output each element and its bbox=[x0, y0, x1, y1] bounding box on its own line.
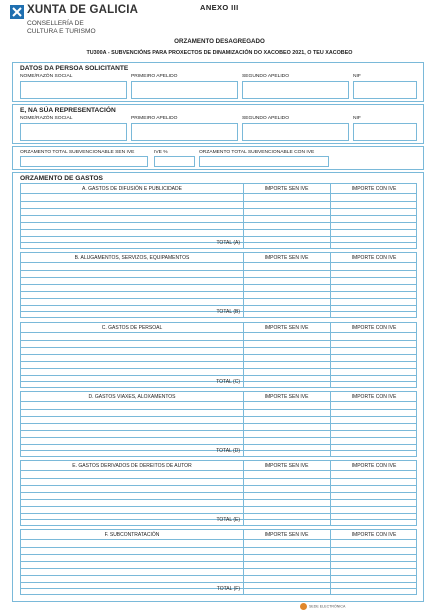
table-row[interactable] bbox=[21, 375, 416, 376]
total-with-vat-field[interactable] bbox=[199, 156, 329, 167]
column-header-without-vat: IMPORTE SEN IVE bbox=[264, 325, 309, 331]
document-title: ORZAMENTO DESAGREGADO bbox=[174, 38, 265, 45]
table-row[interactable] bbox=[21, 444, 416, 445]
representative-first-surname-label: PRIMEIRO APELIDO bbox=[131, 116, 178, 121]
table-row[interactable] bbox=[21, 575, 416, 576]
table-row[interactable] bbox=[21, 568, 416, 569]
table-total-label: TOTAL (F) bbox=[216, 586, 240, 592]
table-row[interactable] bbox=[21, 430, 416, 431]
table-row[interactable] bbox=[21, 208, 416, 209]
column-divider bbox=[330, 461, 331, 525]
table-row[interactable] bbox=[21, 340, 416, 341]
table-row[interactable] bbox=[21, 229, 416, 230]
expense-category-title: D. GASTOS VIAXES, ALOXAMENTOS bbox=[88, 394, 176, 400]
representative-nif-field[interactable] bbox=[353, 123, 417, 141]
org-name: XUNTA DE GALICIA bbox=[27, 4, 139, 16]
table-row[interactable] bbox=[21, 368, 416, 369]
footer-badge-label: SEDE ELECTRÓNICA bbox=[309, 604, 346, 609]
representative-name-label: NOME/RAZÓN SOCIAL bbox=[20, 116, 73, 121]
table-row[interactable] bbox=[21, 284, 416, 285]
column-divider bbox=[243, 392, 244, 456]
table-row[interactable] bbox=[21, 354, 416, 355]
column-header-without-vat: IMPORTE SEN IVE bbox=[264, 463, 309, 469]
column-divider bbox=[330, 253, 331, 317]
expense-table bbox=[20, 183, 417, 249]
table-row[interactable] bbox=[21, 270, 416, 271]
table-row[interactable] bbox=[21, 478, 416, 479]
expense-table bbox=[20, 322, 417, 388]
applicant-nif-field[interactable] bbox=[353, 81, 417, 99]
table-header-row bbox=[21, 461, 416, 471]
column-divider bbox=[243, 253, 244, 317]
total-without-vat-field[interactable] bbox=[20, 156, 148, 167]
table-total-label: TOTAL (D) bbox=[216, 448, 240, 454]
table-row[interactable] bbox=[21, 416, 416, 417]
column-divider bbox=[330, 392, 331, 456]
table-row[interactable] bbox=[21, 215, 416, 216]
budget-totals-section bbox=[12, 146, 424, 170]
applicant-second-surname-label: SEGUNDO APELIDO bbox=[242, 74, 290, 79]
table-header-row bbox=[21, 184, 416, 194]
representative-second-surname-field[interactable] bbox=[242, 123, 349, 141]
table-row[interactable] bbox=[21, 485, 416, 486]
column-divider bbox=[243, 530, 244, 594]
table-row[interactable] bbox=[21, 361, 416, 362]
column-header-with-vat: IMPORTE CON IVE bbox=[351, 325, 397, 331]
column-header-without-vat: IMPORTE SEN IVE bbox=[264, 532, 309, 538]
column-divider bbox=[243, 184, 244, 248]
expenses-section-title: ORZAMENTO DE GASTOS bbox=[20, 175, 103, 182]
representative-section-title: E, NA SÚA REPRESENTACIÓN bbox=[20, 107, 116, 114]
vat-percent-field[interactable] bbox=[154, 156, 195, 167]
column-header-without-vat: IMPORTE SEN IVE bbox=[264, 394, 309, 400]
table-header-row bbox=[21, 392, 416, 402]
table-row[interactable] bbox=[21, 409, 416, 410]
column-header-with-vat: IMPORTE CON IVE bbox=[351, 255, 397, 261]
table-row[interactable] bbox=[21, 499, 416, 500]
xunta-emblem-icon bbox=[10, 5, 24, 19]
table-row[interactable] bbox=[21, 222, 416, 223]
table-row[interactable] bbox=[21, 513, 416, 514]
department-line-1: CONSELLERÍA DE bbox=[27, 20, 84, 27]
column-header-with-vat: IMPORTE CON IVE bbox=[351, 532, 397, 538]
table-row[interactable] bbox=[21, 347, 416, 348]
column-divider bbox=[330, 323, 331, 387]
applicant-nif-label: NIF bbox=[353, 74, 361, 79]
expense-table bbox=[20, 391, 417, 457]
table-row[interactable] bbox=[21, 554, 416, 555]
column-divider bbox=[330, 530, 331, 594]
table-total-label: TOTAL (C) bbox=[216, 379, 240, 385]
applicant-section-title: DATOS DA PERSOA SOLICITANTE bbox=[20, 65, 129, 72]
table-row[interactable] bbox=[21, 291, 416, 292]
vat-percent-label: IVE % bbox=[154, 150, 168, 155]
table-header-row bbox=[21, 530, 416, 540]
table-row[interactable] bbox=[21, 423, 416, 424]
document-subtitle: TU300A - SUBVENCIÓNS PARA PROXECTOS DE DINAMIZACIÓN DO XACOBEO 2021, O TEU XACOBEO bbox=[86, 50, 353, 56]
table-row[interactable] bbox=[21, 492, 416, 493]
table-header-row bbox=[21, 323, 416, 333]
expense-category-title: B. ALUGAMENTOS, SERVIZOS, EQUIPAMENTOS bbox=[74, 255, 190, 261]
column-divider bbox=[330, 184, 331, 248]
table-row[interactable] bbox=[21, 201, 416, 202]
department-line-2: CULTURA E TURISMO bbox=[27, 28, 96, 35]
expense-category-title: E. GASTOS DERIVADOS DE DEREITOS DE AUTOR bbox=[72, 463, 192, 469]
table-row[interactable] bbox=[21, 582, 416, 583]
table-row[interactable] bbox=[21, 547, 416, 548]
applicant-second-surname-field[interactable] bbox=[242, 81, 349, 99]
table-total-label: TOTAL (E) bbox=[216, 517, 240, 523]
table-row[interactable] bbox=[21, 298, 416, 299]
column-header-without-vat: IMPORTE SEN IVE bbox=[264, 186, 309, 192]
representative-second-surname-label: SEGUNDO APELIDO bbox=[242, 116, 290, 121]
representative-section bbox=[12, 104, 424, 144]
column-divider bbox=[243, 323, 244, 387]
total-without-vat-label: ORZAMENTO TOTAL SUBVENCIONABLE SEN IVE bbox=[20, 150, 135, 155]
total-with-vat-label: ORZAMENTO TOTAL SUBVENCIONABLE CON IVE bbox=[199, 150, 315, 155]
footer-badge bbox=[300, 603, 345, 610]
table-row[interactable] bbox=[21, 561, 416, 562]
applicant-first-surname-label: PRIMEIRO APELIDO bbox=[131, 74, 178, 79]
expense-category-title: C. GASTOS DE PERSOAL bbox=[101, 325, 163, 331]
representative-name-field[interactable] bbox=[20, 123, 127, 141]
expense-category-title: A. GASTOS DE DIFUSIÓN E PUBLICIDADE bbox=[82, 186, 182, 192]
expense-table bbox=[20, 529, 417, 595]
applicant-section bbox=[12, 62, 424, 102]
expense-category-title: F. SUBCONTRATACIÓN bbox=[104, 532, 160, 538]
table-row[interactable] bbox=[21, 277, 416, 278]
representative-first-surname-field[interactable] bbox=[131, 123, 238, 141]
column-header-with-vat: IMPORTE CON IVE bbox=[351, 186, 397, 192]
table-row[interactable] bbox=[21, 437, 416, 438]
table-row[interactable] bbox=[21, 506, 416, 507]
applicant-first-surname-field[interactable] bbox=[131, 81, 238, 99]
column-header-with-vat: IMPORTE CON IVE bbox=[351, 463, 397, 469]
table-row[interactable] bbox=[21, 236, 416, 237]
seal-icon bbox=[300, 603, 307, 610]
representative-nif-label: NIF bbox=[353, 116, 361, 121]
expense-table bbox=[20, 460, 417, 526]
column-header-with-vat: IMPORTE CON IVE bbox=[351, 394, 397, 400]
column-header-without-vat: IMPORTE SEN IVE bbox=[264, 255, 309, 261]
annex-label: ANEXO III bbox=[200, 3, 239, 12]
table-total-label: TOTAL (B) bbox=[216, 309, 240, 315]
table-row[interactable] bbox=[21, 305, 416, 306]
table-total-label: TOTAL (A) bbox=[216, 240, 240, 246]
applicant-name-label: NOME/RAZÓN SOCIAL bbox=[20, 74, 73, 79]
applicant-name-field[interactable] bbox=[20, 81, 127, 99]
column-divider bbox=[243, 461, 244, 525]
table-header-row bbox=[21, 253, 416, 263]
expense-table bbox=[20, 252, 417, 318]
